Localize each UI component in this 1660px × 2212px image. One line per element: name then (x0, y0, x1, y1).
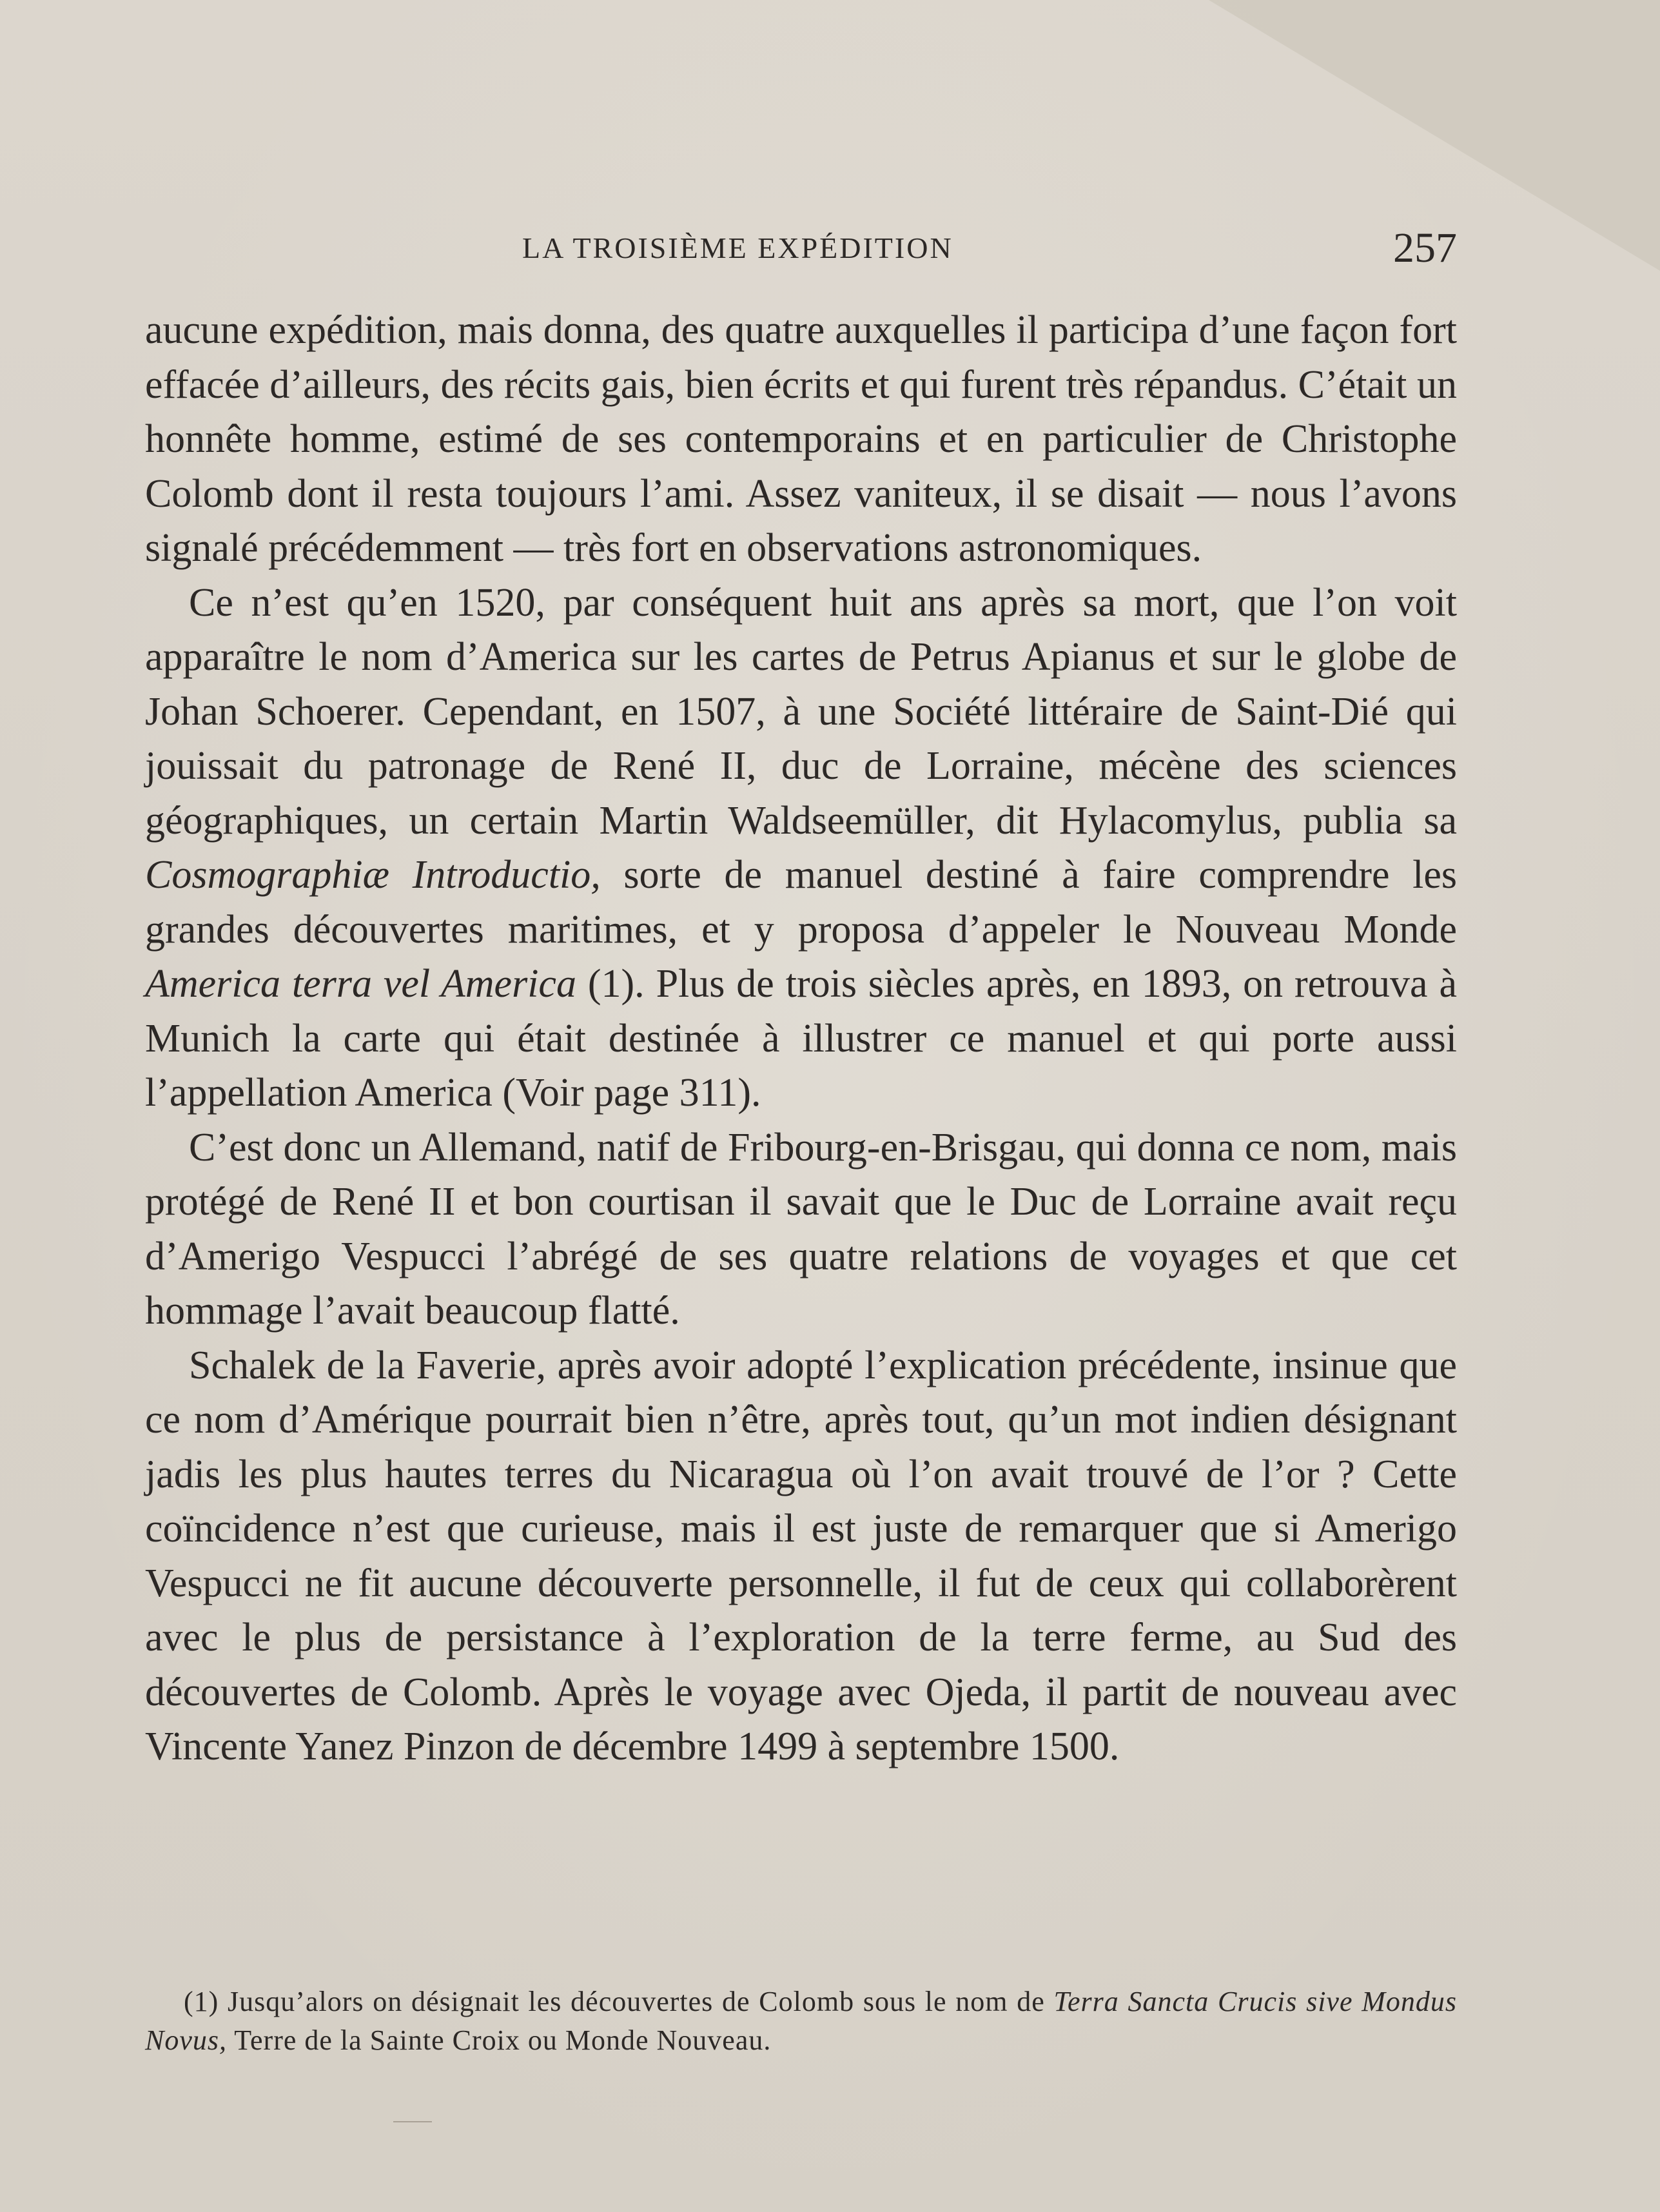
page-number: 257 (1393, 224, 1457, 271)
footnote-part-a: (1) Jusqu’alors on désignait les découvertes de Colomb sous le nom de (184, 1986, 1054, 2017)
page-header (145, 222, 1457, 274)
footnote-part-b: Terre de la Sainte Croix ou Monde Nouveau. (227, 2024, 772, 2056)
paragraph-3: C’est donc un Allemand, natif de Fribourg-en-Brisgau, qui donna ce nom, mais protégé de René II et bon courtisan il savait que le Duc de Lorraine avait reçu d’Amerigo Vespucci l’abrégé de ses quatre relations de voyages et que cet hommage l’avait beaucoup flatté. (145, 1125, 1457, 1333)
running-title: LA TROISIÈME EXPÉDITION (522, 231, 953, 264)
footnote-text (145, 1982, 1457, 2060)
bottom-rule (393, 2121, 432, 2122)
footnote (145, 1982, 1457, 2060)
paragraph-4: Schalek de la Faverie, après avoir adopté l’explication précédente, insinue que ce nom d’Amérique pourrait bien n’être, après tout, qu’un mot indien désignant jadis les plus hautes terres du Nicaragua où l’on avait trouvé de l’or ? Cette coïncidence n’est que curieuse, mais il est juste de remarquer que si Amerigo Vespucci ne fit aucune découverte personnelle, il fut de ceux qui collaborèrent avec le plus de persistance à l’exploration de la terre ferme, au Sud des découvertes de Colomb. Après le voyage avec Ojeda, il partit de nouveau avec Vincente Yanez Pinzon de décembre 1499 à septembre 1500. (145, 1343, 1457, 1768)
paragraph-1: aucune expédition, mais donna, des quatre auxquelles il participa d’une façon fort effacée d’ailleurs, des récits gais, bien écrits et qui furent très répandus. C’était un honnête homme, estimé de ses contemporains et en particulier de Christophe Colomb dont il resta toujours l’ami. Assez vaniteux, il se disait — nous l’avons signalé précédemment — très fort en observations astronomiques. (145, 308, 1457, 570)
america-terra-phrase: America terra vel America (145, 962, 576, 1006)
paragraph-2-part-c: (1). Plus de trois siècles après, en 1893, on retrouva à Munich la carte qui était destinée à illustrer ce manuel et qui porte aussi l’appellation America (Voir page 311). (145, 962, 1457, 1115)
paragraph-2 (145, 576, 1457, 1121)
book-title-cosmographiae: Cosmographiæ Introductio, (145, 853, 601, 897)
paragraph-2-part-b: sorte de manuel destiné à faire comprendre les grandes découvertes maritimes, et y proposa d’appeler le Nouveau Monde (145, 853, 1457, 952)
paragraph-2-part-a: Ce n’est qu’en 1520, par conséquent huit ans après sa mort, que l’on voit apparaître le nom d’America sur les cartes de Petrus Apianus et sur le globe de Johan Schoerer. Cependant, en 1507, à une Société littéraire de Saint-Dié qui jouissait du patronage de René II, duc de Lorraine, mécène des sciences géographiques, un certain Martin Waldseemüller, dit Hylacomylus, publia sa (145, 580, 1457, 843)
footnote-italic: Terra Sancta Crucis sive Mondus Novus, (145, 1986, 1457, 2056)
body-text (145, 303, 1457, 1774)
